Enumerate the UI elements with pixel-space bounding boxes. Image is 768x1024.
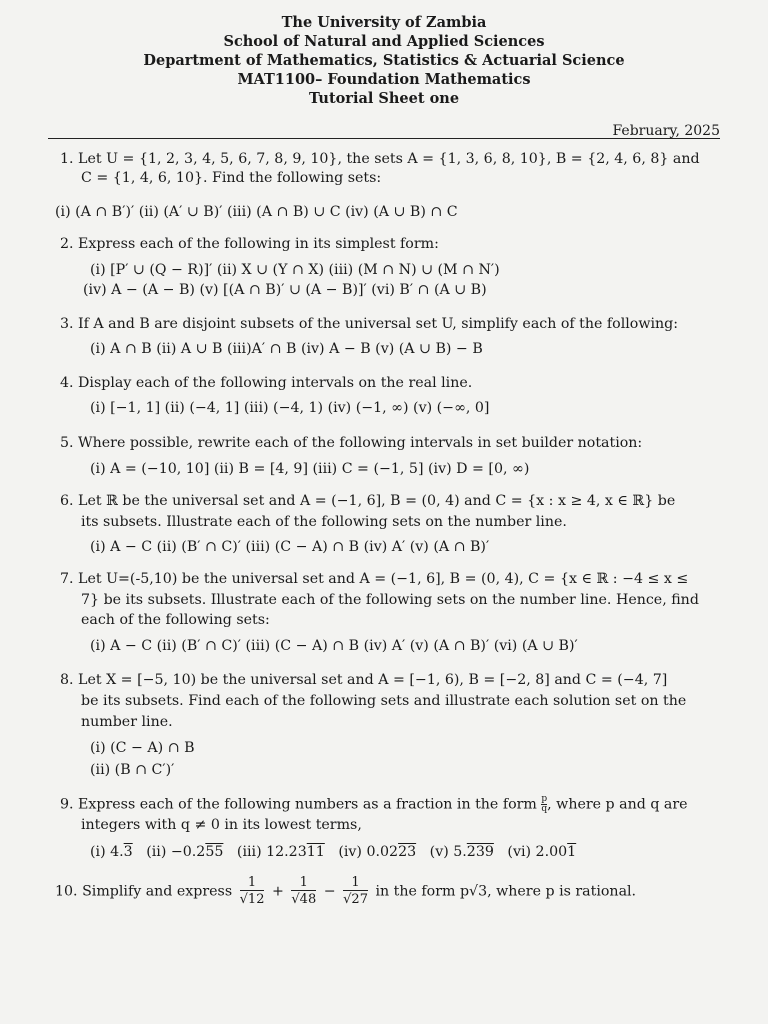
- q7-line2: 7} be its subsets. Illustrate each of the following sets on the number line. Hence, find: [81, 592, 699, 608]
- date: February, 2025: [612, 123, 720, 139]
- fraction-1-over-root-27: $\frac{1}{√27}$: [343, 875, 368, 907]
- q5-parts: (i) A = (−10, 10] (ii) B = [4, 9] (iii) C = (−1, 5] (iv) D = [0, ∞): [90, 461, 530, 477]
- q9-part-i: (i) 4.3: [90, 844, 133, 860]
- q9-part-iv: (iv) 0.0223: [338, 844, 417, 860]
- q9-lead-text: 9. Express each of the following numbers as a fraction in the form: [60, 796, 537, 813]
- fraction-numerator: p: [541, 794, 548, 804]
- q4-line1: 4. Display each of the following intervals on the real line.: [60, 375, 473, 391]
- q10-lead: 10. Simplify and express: [55, 883, 233, 900]
- school-name: School of Natural and Applied Sciences: [223, 33, 545, 50]
- q10-line: [55, 875, 636, 908]
- q9-part-v: (v) 5.239: [429, 844, 494, 860]
- fraction-1-over-root-48: $\frac{1}{√48}$: [291, 875, 317, 907]
- q1-line1: 1. Let U = {1, 2, 3, 4, 5, 6, 7, 8, 9, 10}, the sets A = {1, 3, 6, 8, 10}, B = {2, 4, 6, 8} and: [60, 151, 700, 167]
- q6-line2: its subsets. Illustrate each of the following sets on the number line.: [81, 514, 567, 530]
- repeating-digits: 3: [123, 844, 133, 860]
- q1-line2: C = {1, 4, 6, 10}. Find the following sets:: [81, 170, 382, 186]
- q7-line1: 7. Let U=(-5,10) be the universal set and A = (−1, 6], B = (0, 4), C = {x ∈ ℝ : −4 ≤ x ≤: [60, 571, 689, 587]
- q9-line1: [60, 795, 688, 814]
- repeating-digits: 23: [398, 844, 417, 860]
- q2-parts1: (i) [P′ ∪ (Q − R)]′ (ii) X ∪ (Y ∩ X) (iii) (M ∩ N) ∪ (M ∩ N′): [90, 262, 500, 278]
- q9-parts: [90, 843, 576, 861]
- course-title: MAT1100– Foundation Mathematics: [237, 71, 531, 88]
- q9-line2: integers with q ≠ 0 in its lowest terms,: [81, 817, 362, 833]
- sheet-title: Tutorial Sheet one: [308, 90, 460, 107]
- q6-parts: (i) A − C (ii) (B′ ∩ C)′ (iii) (C − A) ∩ B (iv) A′ (v) (A ∩ B)′: [90, 539, 490, 555]
- q7-line3: each of the following sets:: [81, 612, 270, 628]
- minus-operator: −: [323, 883, 336, 900]
- q10-tail: in the form p√3, where p is rational.: [375, 883, 637, 900]
- q3-parts: (i) A ∩ B (ii) A ∪ B (iii)A′ ∩ B (iv) A − B (v) (A ∪ B) − B: [90, 341, 483, 357]
- q2-parts2: (iv) A − (A − B) (v) [(A ∩ B)′ ∪ (A − B)]′ (vi) B′ ∩ (A ∪ B): [83, 282, 487, 298]
- q5-line1: 5. Where possible, rewrite each of the following intervals in set builder notation:: [60, 435, 643, 451]
- q9-part-iii: (iii) 12.2311: [236, 844, 325, 860]
- q8-line1: 8. Let X = [−5, 10) be the universal set and A = [−1, 6), B = [−2, 8] and C = (−4, 7]: [60, 672, 668, 688]
- header-divider: [48, 138, 720, 139]
- q8-part2: (ii) (B ∩ C′)′: [90, 762, 175, 778]
- q2-line1: 2. Express each of the following in its simplest form:: [60, 236, 439, 252]
- plus-operator: +: [271, 883, 284, 900]
- q9-tail-text: , where p and q are: [547, 796, 688, 813]
- q8-line3: number line.: [81, 714, 173, 730]
- q6-line1: 6. Let ℝ be the universal set and A = (−1, 6], B = (0, 4) and C = {x : x ≥ 4, x ∈ ℝ} be: [60, 493, 676, 509]
- q4-parts: (i) [−1, 1] (ii) (−4, 1] (iii) (−4, 1) (iv) (−1, ∞) (v) (−∞, 0]: [90, 400, 490, 416]
- q8-part1: (i) (C − A) ∩ B: [90, 740, 195, 756]
- fraction-denominator: q: [541, 804, 548, 814]
- q7-parts: (i) A − C (ii) (B′ ∩ C)′ (iii) (C − A) ∩ B (iv) A′ (v) (A ∩ B)′ (vi) (A ∪ B)′: [90, 638, 578, 654]
- university-name: The University of Zambia: [281, 14, 487, 31]
- q9-part-ii: (ii) −0.255: [146, 844, 224, 860]
- repeating-digits: 11: [306, 844, 325, 860]
- repeating-digits: 1: [567, 844, 577, 860]
- fraction-1-over-root-12: $\frac{1}{√12}$: [239, 875, 265, 907]
- q8-line2: be its subsets. Find each of the following sets and illustrate each solution set on the: [81, 693, 687, 709]
- repeating-digits: 239: [466, 844, 494, 860]
- repeating-digits: 55: [205, 844, 224, 860]
- q1-parts: (i) (A ∩ B′)′ (ii) (A′ ∪ B)′ (iii) (A ∩ B) ∪ C (iv) (A ∪ B) ∩ C: [55, 204, 458, 220]
- department-name: Department of Mathematics, Statistics & Actuarial Science: [143, 52, 625, 69]
- q3-line1: 3. If A and B are disjoint subsets of the universal set U, simplify each of the following:: [60, 316, 679, 332]
- q9-part-vi: (vi) 2.001: [507, 844, 577, 860]
